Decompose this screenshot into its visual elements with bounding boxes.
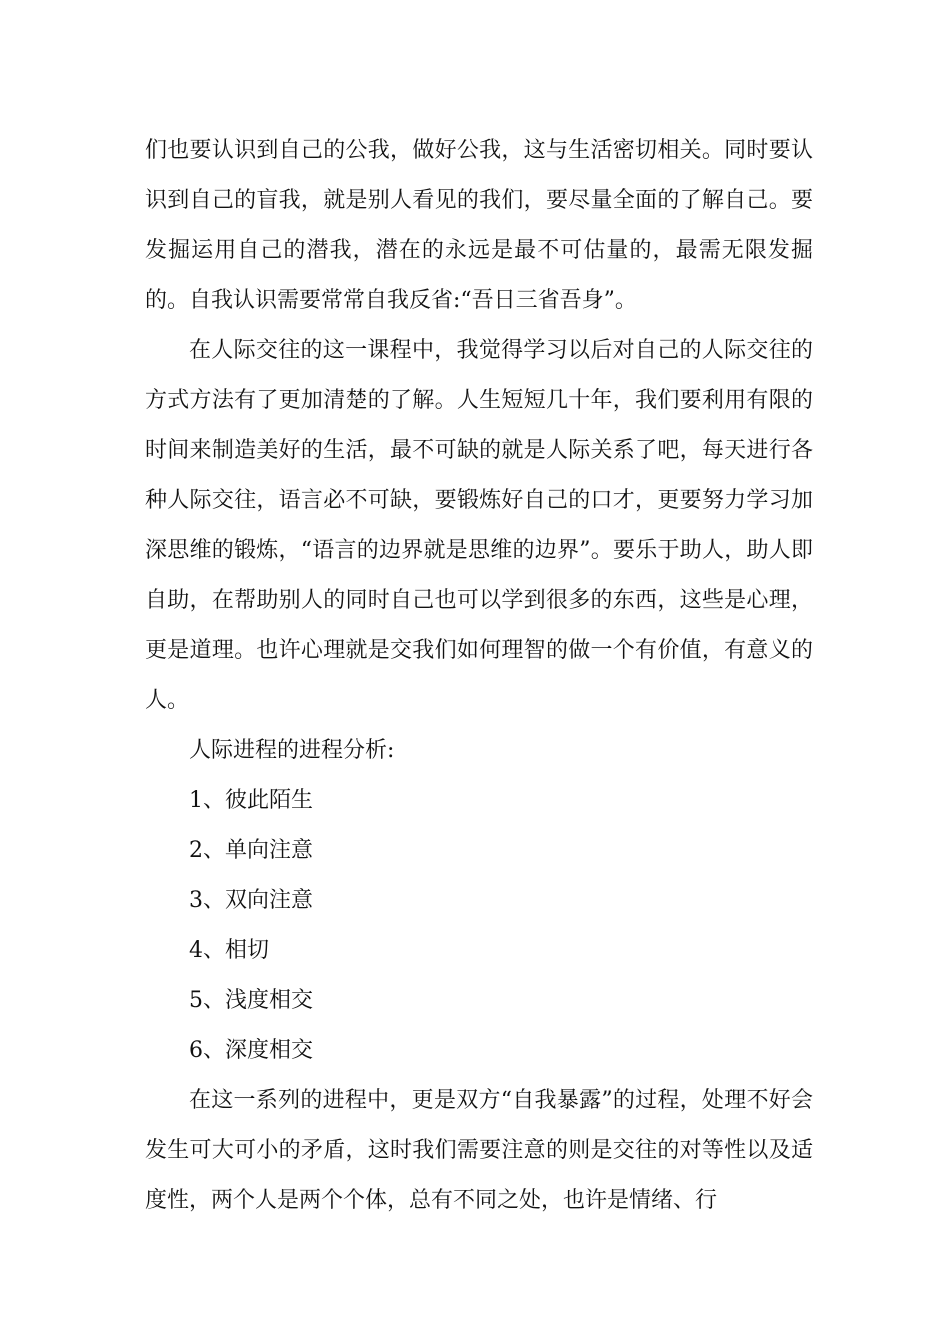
paragraph-interpersonal-course: 在人际交往的这一课程中，我觉得学习以后对自己的人际交往的方式方法有了更加清楚的了解。人生短短几十年，我们要利用有限的时间来制造美好的生活，最不可缺的就是人际关系了吧，每天进行各种人际交往，语言必不可缺，要锻炼好自己的口才，更要努力学习加深思维的锻炼，“语言的边界就是思维的边界”。要乐于助人，助人即自助，在帮助别人的同时自己也可以学到很多的东西，这些是心理，更是道理。也许心理就是交我们如何理智的做一个有价值，有意义的人。	[145, 338, 813, 713]
list-item: 5、浅度相交	[189, 988, 313, 1013]
list-item: 3、双向注意	[189, 888, 313, 913]
list-heading: 人际进程的进程分析:	[189, 738, 395, 763]
list-item: 6、深度相交	[189, 1038, 313, 1063]
list-item: 1、彼此陌生	[189, 788, 313, 813]
paragraph-continuation: 们也要认识到自己的公我，做好公我，这与生活密切相关。同时要认识到自己的盲我，就是别人看见的我们，要尽量全面的了解自己。要发掘运用自己的潜我，潜在的永远是最不可估量的，最需无限发掘的。自我认识需要常常自我反省:“吾日三省吾身”。	[145, 138, 813, 313]
list-item: 4、相切	[189, 938, 269, 963]
document-body	[145, 126, 813, 1226]
list-item: 2、单向注意	[189, 838, 313, 863]
paragraph-self-disclosure: 在这一系列的进程中，更是双方“自我暴露”的过程，处理不好会发生可大可小的矛盾，这时我们需要注意的则是交往的对等性以及适度性，两个人是两个个体，总有不同之处，也许是情绪、行	[145, 1088, 813, 1213]
